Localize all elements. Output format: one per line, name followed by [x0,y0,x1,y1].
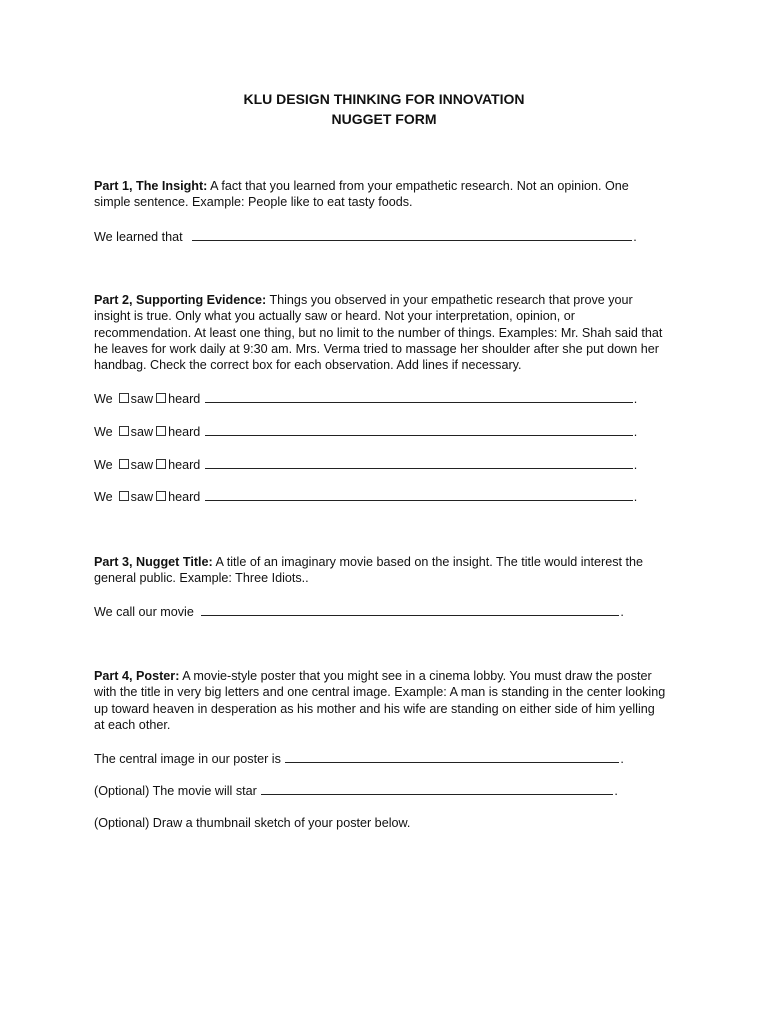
sketch-prompt: (Optional) Draw a thumbnail sketch of your poster below. [94,816,411,830]
part4-description [94,668,666,733]
insight-blank[interactable] [192,228,632,241]
evidence-end: . [633,392,638,406]
heard-checkbox[interactable] [156,491,166,501]
movie-star-blank[interactable] [261,782,613,795]
document-subtitle: NUGGET FORM [331,111,437,127]
evidence-row [94,488,637,505]
part2-body: Things you observed in your empathetic research that prove your insight is true. Only what you actually saw or heard. Not your interpretation, opinion, or recommendation. At least one thing, but no limit to the number of things. Examples: Mr. Shah said that he leaves for work daily at 9:30 am. Mrs. Verma tried to massage her shoulder after she put down her handbag. Check the correct box for each observation. Add lines if necessary. [94,293,663,373]
part2-description [94,292,666,373]
part4-heading: Part 4, Poster: [94,669,180,683]
saw-label: saw [130,490,154,504]
part3-heading: Part 3, Nugget Title: [94,555,213,569]
heard-label: heard [168,392,201,406]
part2-heading: Part 2, Supporting Evidence: [94,293,267,307]
part1-body: A fact that you learned from your empathetic research. Not an opinion. One simple sentence. Example: People like to eat tasty foods. [94,179,629,210]
part4-body: A movie-style poster that you might see in a cinema lobby. You must draw the poster with the title in very big letters and one central image. Example: A man is standing in the center looking up toward heaven in desperation as his mother and his wife are standing on either side of him yelling at each other. [94,669,666,732]
insight-end: . [633,230,637,244]
evidence-blank[interactable] [205,390,633,403]
heard-label: heard [168,490,201,504]
saw-label: saw [130,425,154,439]
heard-checkbox[interactable] [156,426,166,436]
movie-title-end: . [620,605,624,619]
evidence-row [94,390,637,407]
heard-label: heard [168,458,201,472]
evidence-end: . [633,425,638,439]
evidence-blank[interactable] [205,423,633,436]
evidence-we-label: We [94,458,113,472]
movie-title-blank[interactable] [201,603,619,616]
heard-checkbox[interactable] [156,459,166,469]
heard-label: heard [168,425,201,439]
central-image-end: . [620,752,624,766]
evidence-end: . [633,458,638,472]
movie-title-prompt: We call our movie [94,605,194,619]
central-image-blank[interactable] [285,750,619,763]
saw-label: saw [130,458,154,472]
saw-label: saw [130,392,154,406]
insight-line [94,228,637,245]
central-image-prompt: The central image in our poster is [94,752,281,766]
movie-star-prompt: (Optional) The movie will star [94,784,257,798]
document-title: KLU DESIGN THINKING FOR INNOVATION [243,91,525,107]
heard-checkbox[interactable] [156,393,166,403]
movie-title-line [94,603,624,620]
evidence-we-label: We [94,425,113,439]
central-image-line [94,750,624,767]
movie-star-line [94,782,618,799]
saw-checkbox[interactable] [119,426,129,436]
movie-star-end: . [614,784,618,798]
part3-description [94,554,666,587]
insight-prompt: We learned that [94,230,183,244]
evidence-row [94,423,637,440]
evidence-end: . [633,490,638,504]
evidence-we-label: We [94,490,113,504]
part1-heading: Part 1, The Insight: [94,179,208,193]
evidence-row [94,456,637,473]
evidence-blank[interactable] [205,456,633,469]
evidence-blank[interactable] [205,488,633,501]
part1-description [94,178,666,211]
saw-checkbox[interactable] [119,459,129,469]
evidence-we-label: We [94,392,113,406]
part3-body: A title of an imaginary movie based on the insight. The title would interest the general public. Example: Three Idiots.. [94,555,644,586]
saw-checkbox[interactable] [119,393,129,403]
saw-checkbox[interactable] [119,491,129,501]
